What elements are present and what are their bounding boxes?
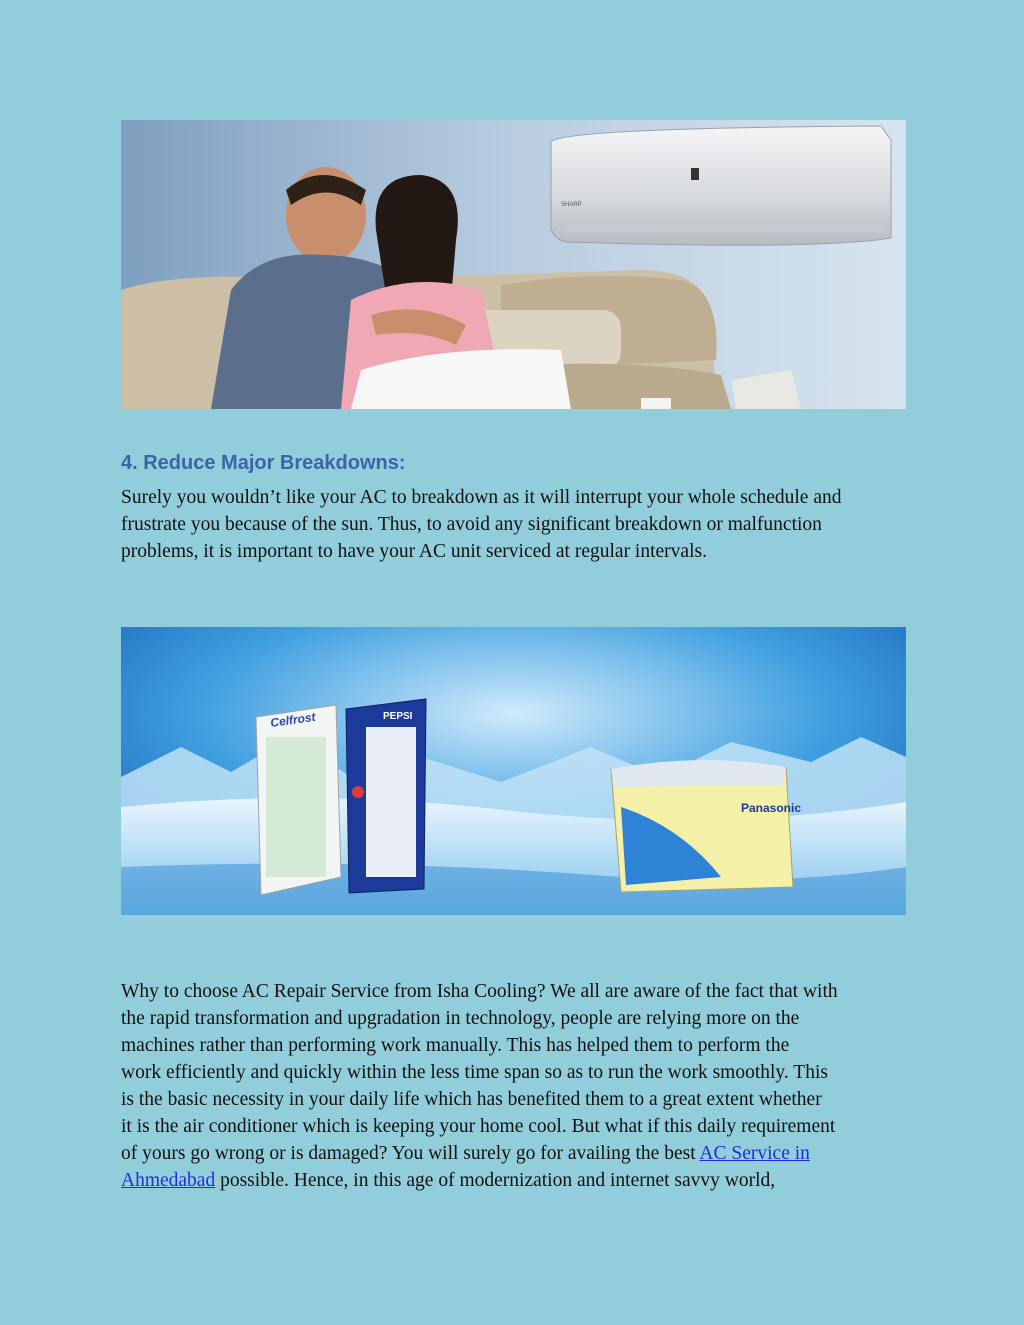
text-line: work efficiently and quickly within the less time span so as to run the work smoothly. This [121, 1062, 828, 1083]
text-before-link: of yours go wrong or is damaged? You will surely go for availing the best [121, 1143, 700, 1164]
couple-ac-photo [121, 120, 906, 409]
text-line: the rapid transformation and upgradation in technology, people are relying more on the [121, 1008, 800, 1029]
text-after-link: possible. Hence, in this age of modernization and internet savvy world, [215, 1170, 776, 1191]
text-line [121, 1167, 911, 1194]
text-line: it is the air conditioner which is keeping your home cool. But what if this daily requirement [121, 1116, 836, 1137]
couple-ac-illustration [121, 120, 906, 409]
ac-service-link-part1[interactable]: AC Service in [699, 1143, 810, 1164]
text-line: Surely you wouldn’t like your AC to breakdown as it will interrupt your whole schedule and [121, 487, 842, 508]
text-line: machines rather than performing work manually. This has helped them to perform the [121, 1035, 790, 1056]
section-heading: 4. Reduce Major Breakdowns: [121, 452, 406, 474]
pepsi-brand-label: PEPSI [383, 711, 413, 722]
text-line: frustrate you because of the sun. Thus, to avoid any significant breakdown or malfunction [121, 514, 822, 535]
text-line: problems, it is important to have your AC unit serviced at regular intervals. [121, 541, 707, 562]
paragraph-why-choose [121, 978, 911, 1194]
text-line: is the basic necessity in your daily life which has benefited them to a great extent whether [121, 1089, 822, 1110]
coolers-photo [121, 627, 906, 915]
ac-brand-label: SHARP [561, 202, 582, 208]
text-line [121, 1140, 911, 1167]
ac-service-link-part2[interactable]: Ahmedabad [121, 1170, 216, 1191]
celfrost-brand-label: Celfrost [269, 709, 317, 730]
panasonic-brand-label: Panasonic [741, 801, 802, 815]
coolers-illustration [121, 627, 906, 915]
paragraph-breakdowns [121, 484, 911, 565]
text-line: Why to choose AC Repair Service from Isha Cooling? We all are aware of the fact that with [121, 981, 838, 1002]
